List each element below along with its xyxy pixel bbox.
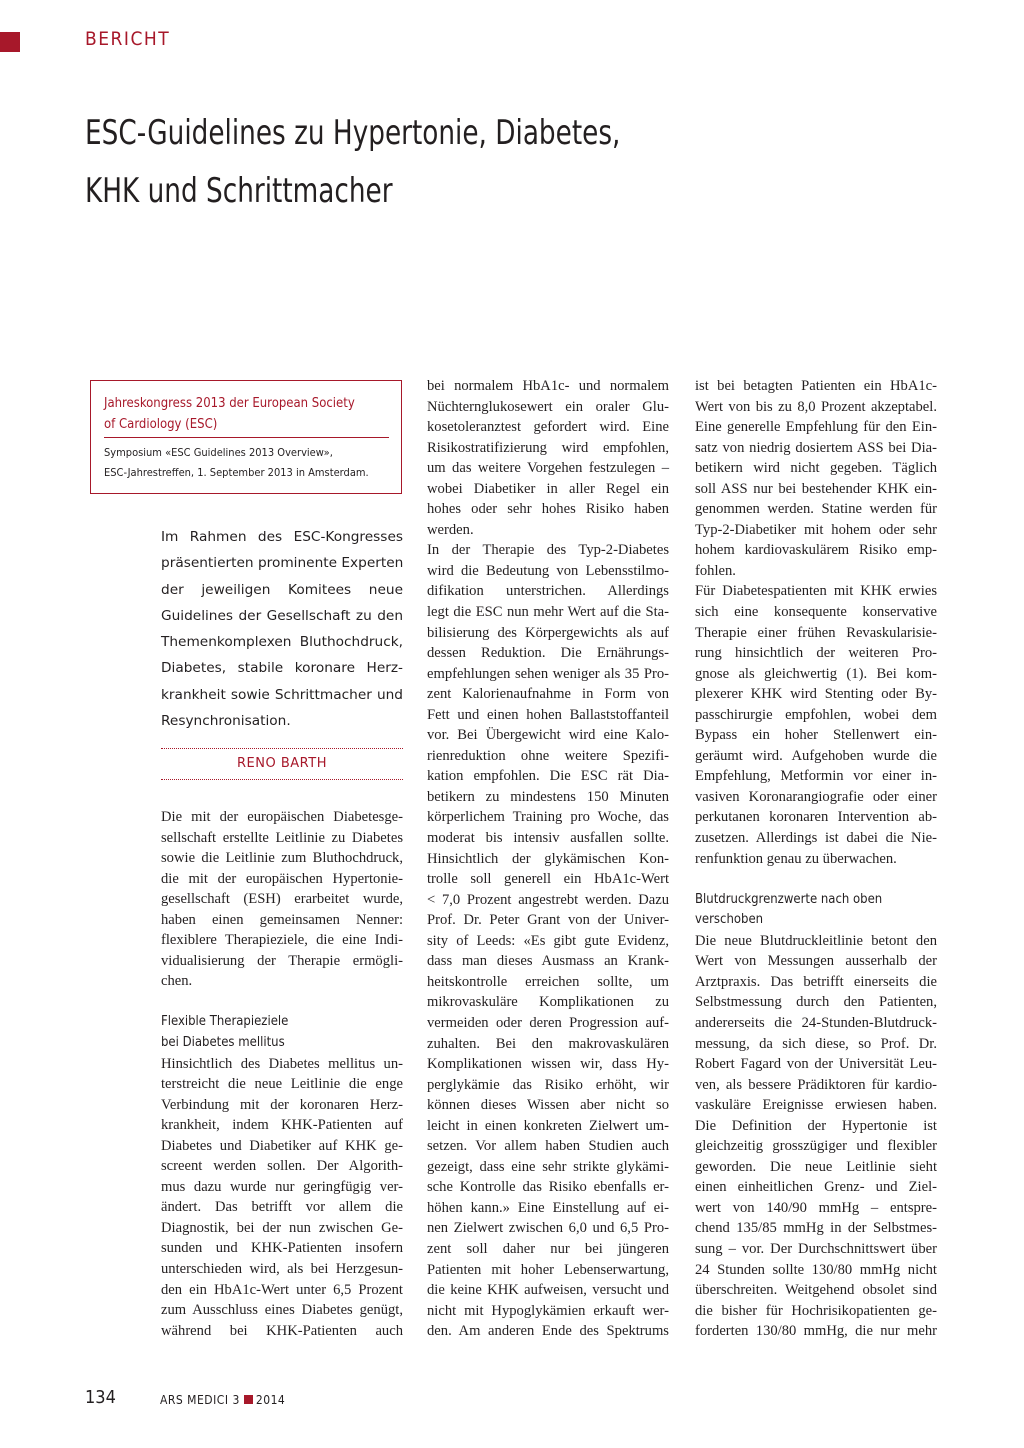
text-line: Die Definition der Hypertonie ist: [695, 1117, 937, 1134]
text-line: gezeigt, dass eine sehr strikte glykämi-: [427, 1158, 669, 1175]
text-line: wobei Diabetiker in aller Regel ein: [427, 480, 669, 497]
text-line: höhen kann.» Eine Einstellung auf ei-: [427, 1199, 669, 1216]
text-line: die mit der europäischen Hypertonie-: [161, 870, 403, 887]
text-line: Verbindung mit der koronaren Herz-: [161, 1096, 403, 1113]
text-line: sity of Leeds: «Es gibt gute Evidenz,: [427, 932, 669, 949]
text-line: rienreduktion ohne weitere Spezifi-: [427, 747, 669, 764]
page-number: 134: [85, 1387, 116, 1408]
text-line: sich eine konsequente konservative: [695, 604, 937, 621]
text-line: Diabetes und Diabetiker auf KHK ge-: [161, 1137, 403, 1154]
journal-footer: [160, 1393, 285, 1407]
text-line: perkutanen koronaren Intervention ab-: [695, 809, 937, 826]
text-line: kation empfohlen. Die ESC rät Dia-: [427, 768, 669, 785]
lead-line: Themenkomplexen Bluthochdruck,: [161, 634, 403, 651]
infobox-title: [104, 393, 389, 435]
journal-name: ARS MEDICI 3: [160, 1393, 240, 1407]
lead-line: der jeweiligen Komitees neue: [161, 581, 403, 598]
text-line: Hinsichtlich der glykämischen Kon-: [427, 850, 669, 867]
text-line: satz von niedrig dosiertem ASS bei Dia-: [695, 439, 937, 456]
text-line: gesellschaft (ESH) erarbeitet wurde,: [161, 891, 403, 908]
text-line: gnose als gleichwertig (1). Bei kom-: [695, 665, 937, 682]
text-line: Prof. Dr. Peter Grant von der Univer-: [427, 912, 669, 929]
journal-year: 2014: [255, 1393, 286, 1407]
text-line: Wert von bis zu 8,0 Prozent akzeptabel.: [695, 398, 937, 415]
text-line: betikern wird nicht gegeben. Täglich: [695, 460, 937, 477]
text-line: sowie die Leitlinie zum Bluthochdruck,: [161, 850, 403, 867]
text-line: [695, 869, 937, 890]
text-line: ist bei betagten Patienten ein HbA1c-: [695, 378, 937, 394]
text-line: um das weitere Vorgehen festzulegen –: [427, 460, 669, 477]
text-line: den ein HbA1c-Wert unter 6,5 Prozent: [161, 1281, 403, 1298]
author-divider-top: [161, 748, 403, 749]
text-line: flexiblere Therapieziele, die eine Indi-: [161, 932, 403, 949]
text-line: vermeiden oder deren Progression auf-: [427, 1014, 669, 1031]
text-line: [161, 992, 403, 1013]
text-line: können dieses Wissen aber nicht so: [427, 1097, 669, 1114]
author-name: RENO BARTH: [237, 756, 327, 771]
text-line: Komplikationen wissen wir, dass Hy-: [427, 1056, 669, 1073]
text-line: difikation unterstrichen. Allerdings: [427, 583, 669, 600]
text-line: die bisher für Hochrisikopatienten ge-: [695, 1302, 937, 1319]
lead-line: Im Rahmen des ESC-Kongresses: [161, 529, 403, 545]
text-line: passchirurgie empfohlen, wobei dem: [695, 706, 937, 723]
text-line: dessen Reduktion. Die Ernährungs-: [427, 645, 669, 662]
text-line: leicht in einen konkreten Zielwert um-: [427, 1117, 669, 1134]
body-column-3: [695, 376, 937, 1342]
text-line: trolle soll generell ein HbA1c-Wert: [427, 871, 669, 888]
text-line: die keine KHK aufweisen, versucht und: [427, 1282, 669, 1299]
text-line: heitskontrolle erreichen sollte, um: [427, 973, 669, 990]
text-line: moderat bis intensiv ausfallen sollte.: [427, 830, 669, 847]
text-line: setzen. Vor allem haben Studien auch: [427, 1138, 669, 1155]
text-line: dass man dieses Ausmass an Krank-: [427, 953, 669, 970]
text-line: sellschaft erstellte Leitlinie zu Diabetes: [161, 829, 403, 846]
text-line: Empfehlung, Metformin vor einer in-: [695, 768, 937, 785]
text-line: < 7,0 Prozent angestrebt werden. Dazu: [427, 891, 669, 908]
title-line: KHK und Schrittmacher: [85, 171, 393, 211]
text-line: messung, da sich diese, so Prof. Dr.: [695, 1035, 937, 1052]
lead-line: Diabetes, stabile koronare Herz-: [161, 660, 403, 677]
subheading-line: Blutdruckgrenzwerte nach oben: [695, 891, 883, 907]
lead-line: präsentierten prominente Experten: [161, 555, 404, 572]
text-line: kosetoleranztest gefordert wird. Eine: [427, 419, 669, 436]
text-line: In der Therapie des Typ-2-Diabetes: [427, 542, 669, 559]
text-line: zuhalten. Bei den makrovaskulären: [427, 1035, 669, 1052]
text-line: perglykämie das Risiko erhöht, wir: [427, 1076, 669, 1093]
text-line: genommen werden. Statine werden für: [695, 501, 937, 518]
text-line: sunden und KHK-Patienten insofern: [161, 1240, 403, 1257]
text-line: bilisierung des Körpergewichts als auf: [427, 624, 669, 641]
text-line: werden.: [427, 521, 474, 538]
subheading-line: bei Diabetes mellitus: [161, 1035, 285, 1051]
text-line: plexerer KHK wird Stenting oder By-: [695, 686, 937, 703]
text-line: einen einheitlichen Grenz- und Ziel-: [695, 1179, 937, 1196]
subheading-line: verschoben: [695, 912, 764, 928]
text-line: haben einen gemeinsamen Nenner:: [161, 911, 403, 928]
text-line: legt die ESC nun mehr Wert auf die Sta-: [427, 604, 669, 621]
text-line: Typ-2-Diabetiker mit hohem oder sehr: [695, 521, 937, 538]
text-line: krankheit, indem KHK-Patienten auf: [161, 1117, 403, 1134]
text-line: chen.: [161, 973, 193, 990]
text-line: screent werden sollen. Der Algorith-: [161, 1158, 403, 1175]
text-line: Risikostratifizierung wird empfohlen,: [427, 439, 669, 456]
text-line: Robert Fagard von der Universität Leu-: [695, 1056, 937, 1073]
congress-infobox: [90, 380, 402, 494]
text-line: chend 135/85 mmHg in der Selbstmes-: [695, 1220, 937, 1237]
text-line: Patienten mit hoher Lebenserwartung,: [427, 1261, 669, 1278]
text-line: Diagnostik, bei der nun zwischen Ge-: [161, 1219, 403, 1236]
article-title: [85, 104, 620, 220]
text-line: nicht mit Hypoglykämien erkauft wer-: [427, 1302, 669, 1319]
infobox-subtitle-line: ESC-Jahrestreffen, 1. September 2013 in Amsterdam.: [104, 466, 369, 479]
infobox-title-line: Jahreskongress 2013 der European Society: [104, 396, 355, 411]
text-line: zusetzen. Allerdings ist dabei die Nie-: [695, 830, 937, 847]
text-line: nen Zielwert zwischen 6,0 und 6,5 Pro-: [427, 1220, 669, 1237]
text-line: zent Kalorienaufnahme in Form von: [427, 686, 669, 703]
text-line: Die neue Blutdruckleitlinie betont den: [695, 932, 937, 949]
author-divider-bottom: [161, 779, 403, 780]
text-line: unterschieden wird, als bei Herzgesun-: [161, 1261, 403, 1278]
text-line: bei normalem HbA1c- und normalem: [427, 378, 669, 394]
text-line: Fett und einen hohen Ballaststoffanteil: [427, 706, 669, 723]
title-line: ESC-Guidelines zu Hypertonie, Diabetes,: [85, 113, 621, 153]
text-line: renfunktion genau zu überwachen.: [695, 850, 897, 867]
text-line: vasiven Koronarangiografie oder einer: [695, 788, 937, 805]
infobox-subtitle-line: Symposium «ESC Guidelines 2013 Overview»,: [104, 446, 333, 459]
text-line: soll ASS nur bei bestehender KHK ein-: [695, 480, 937, 497]
body-column-2: [427, 376, 669, 1342]
text-line: hohem kardiovaskulärem Risiko emp-: [695, 542, 937, 559]
text-line: Selbstmessung durch den Patienten,: [695, 994, 937, 1011]
infobox-divider: [104, 437, 389, 438]
text-line: vidualisierung der Therapie ermögli-: [161, 952, 403, 969]
text-line: sung – vor. Der Durchschnittswert über: [695, 1240, 937, 1257]
section-rubric: BERICHT: [85, 28, 171, 50]
subheading-line: Flexible Therapieziele: [161, 1014, 289, 1030]
text-line: Nüchternglukosewert ein oraler Glu-: [427, 398, 669, 415]
body-column-1: [161, 807, 403, 1341]
text-line: während bei KHK-Patienten auch: [161, 1322, 403, 1339]
text-line: Hinsichtlich des Diabetes mellitus un-: [161, 1055, 403, 1072]
text-line: überschreiten. Weitgehend obsolet sind: [695, 1282, 937, 1299]
text-line: hohes oder sehr hohes Risiko haben: [427, 501, 669, 518]
text-line: vor. Bei Übergewicht wird eine Kalo-: [427, 727, 669, 744]
text-line: forderten 130/80 mmHg, die nur mehr: [695, 1323, 937, 1340]
text-line: andererseits die 24-Stunden-Blutdruck-: [695, 1014, 937, 1031]
text-line: gleichzeitig grosszügiger und flexibler: [695, 1138, 937, 1155]
footer-square-icon: [244, 1395, 253, 1404]
text-line: wert von 140/90 mmHg – entspre-: [695, 1199, 937, 1216]
text-line: Für Diabetespatienten mit KHK erwies: [695, 583, 937, 600]
text-line: zent soll daher nur bei jüngeren: [427, 1240, 669, 1257]
text-line: Die mit der europäischen Diabetesge-: [161, 809, 403, 825]
text-line: den. Am anderen Ende des Spektrums: [427, 1323, 669, 1340]
text-line: fohlen.: [695, 562, 736, 579]
infobox-subtitle: [104, 443, 369, 483]
lead-paragraph: [161, 524, 403, 734]
lead-line: Guidelines der Gesellschaft zu den: [161, 607, 403, 624]
text-line: terstreicht die neue Leitlinie die enge: [161, 1076, 403, 1093]
text-line: ven, als bessere Prädiktoren für kardio-: [695, 1076, 937, 1093]
text-line: 24 Stunden sollte 130/80 mmHg nicht: [695, 1261, 937, 1278]
text-line: vaskuläre Ereignisse erwiesen haben.: [695, 1097, 937, 1114]
text-line: Arztpraxis. Das betrifft einerseits die: [695, 973, 937, 990]
text-line: körperlichem Training pro Woche, das: [427, 809, 669, 826]
text-line: betikern zu mindestens 150 Minuten: [427, 788, 669, 805]
text-line: zum Ausschluss eines Diabetes genügt,: [161, 1302, 403, 1319]
text-line: ändert. Das betrifft vor allem die: [161, 1199, 403, 1216]
text-line: mikrovaskuläre Komplikationen zu: [427, 994, 669, 1011]
text-line: geräumt wird. Aufgehoben wurde die: [695, 747, 937, 764]
text-line: Bypass ein hoher Stellenwert ein-: [695, 727, 937, 744]
section-marker: [0, 32, 20, 52]
text-line: wird die Bedeutung von Lebensstilmo-: [427, 562, 669, 579]
text-line: empfehlungen sehen weniger als 35 Pro-: [427, 665, 669, 682]
lead-line: Resynchronisation.: [161, 713, 291, 730]
text-line: mus dazu wurde nur geringfügig ver-: [161, 1178, 403, 1195]
text-line: Therapie einer frühen Revaskularisie-: [695, 624, 937, 641]
text-line: rung hinsichtlich der weiteren Pro-: [695, 645, 937, 662]
text-line: Wert von Messungen ausserhalb der: [695, 953, 937, 970]
text-line: Eine generelle Empfehlung für den Ein-: [695, 419, 937, 436]
text-line: sche Kontrolle das Risiko ebenfalls er-: [427, 1179, 669, 1196]
infobox-title-line: of Cardiology (ESC): [104, 417, 218, 432]
lead-line: krankheit sowie Schrittmacher und: [161, 686, 403, 703]
text-line: geworden. Die neue Leitlinie sieht: [695, 1158, 937, 1175]
